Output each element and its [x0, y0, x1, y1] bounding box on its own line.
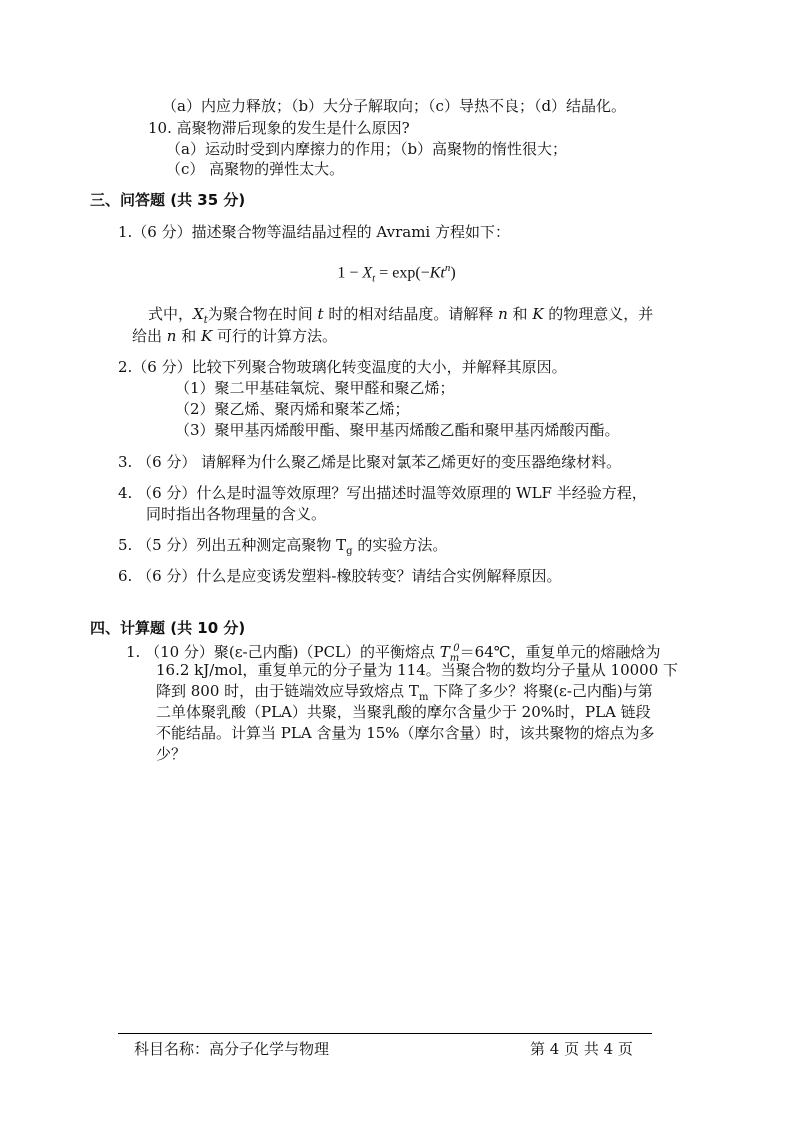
s3-q2-item-2: （2）聚乙烯、聚丙烯和聚苯乙烯；	[175, 400, 410, 418]
s3-q2-item-1: （1）聚二甲基硅氧烷、聚甲醛和聚乙烯；	[175, 379, 455, 397]
s3-q2-item-3: （3）聚甲基丙烯酸甲酯、聚甲基丙烯酸乙酯和聚甲基丙烯酸丙酯。	[175, 421, 620, 439]
q10-option-c: （c） 高聚物的弹性太大。	[166, 160, 345, 178]
s4-q1-line1: 1. （10 分）聚(ε-己内酯)（PCL）的平衡熔点 $T_m^0=64℃$，重复单元的熔融焓为	[126, 643, 661, 664]
s4-q1-line4: 二单体聚乳酸（PLA）共聚，当聚乳酸的摩尔含量少于 20%时，PLA 链段	[156, 703, 651, 721]
s3-q1-stem: 1.（6 分）描述聚合物等温结晶过程的 Avrami 方程如下：	[118, 223, 510, 241]
s4-q1-line3: 降到 800 时，由于链端效应导致熔点 $T_m$ 下降了多少？将聚(ε-己内酯)与第	[156, 682, 653, 703]
s4-q1-line6: 少？	[156, 745, 187, 763]
s3-q3: 3. （6 分） 请解释为什么聚乙烯是比聚对氯苯乙烯更好的变压器绝缘材料。	[118, 453, 622, 471]
section4-title: 四、计算题 (共 10 分)	[90, 619, 246, 637]
section3-title: 三、问答题 (共 35 分)	[90, 191, 246, 209]
footer-page-number: 第 4 页 共 4 页	[530, 1040, 633, 1058]
q9-options: （a）内应力释放；（b）大分子解取向；（c）导热不良；（d）结晶化。	[162, 97, 627, 115]
footer-subject: 科目名称：高分子化学与物理	[134, 1040, 330, 1058]
s3-q5: 5. （5 分）列出五种测定高聚物 $T_g$ 的实验方法。	[118, 536, 448, 557]
s4-q1-line5: 不能结晶。计算当 PLA 含量为 15%（摩尔含量）时，该共聚物的熔点为多	[156, 724, 655, 742]
avrami-equation: $1 - X_t = \exp(-Kt^n)$	[337, 262, 456, 285]
s3-q2-stem: 2.（6 分）比较下列聚合物玻璃化转变温度的大小，并解释其原因。	[118, 358, 567, 376]
s3-q6: 6. （6 分）什么是应变诱发塑料-橡胶转变？请结合实例解释原因。	[118, 567, 562, 585]
s3-q4-line2: 同时指出各物理量的含义。	[146, 505, 327, 523]
s3-q4-line1: 4. （6 分）什么是时温等效原理？写出描述时温等效原理的 WLF 半经验方程，	[118, 484, 647, 502]
s4-q1-line2: 16.2 kJ/mol，重复单元的分子量为 114。当聚合物的数均分子量从 10000 下	[156, 661, 679, 679]
q10-stem: 10. 高聚物滞后现象的发生是什么原因?	[148, 119, 410, 137]
footer-divider	[118, 1033, 652, 1034]
q10-options-ab: （a）运动时受到内摩擦力的作用；（b）高聚物的惰性很大；	[166, 140, 568, 158]
s3-q1-explain-1: 式中，$X_t$为聚合物在时间 t 时的相对结晶度。请解释 n 和 K 的物理意义，并	[148, 305, 654, 326]
s3-q1-explain-2: 给出 n 和 K 可行的计算方法。	[132, 327, 337, 345]
